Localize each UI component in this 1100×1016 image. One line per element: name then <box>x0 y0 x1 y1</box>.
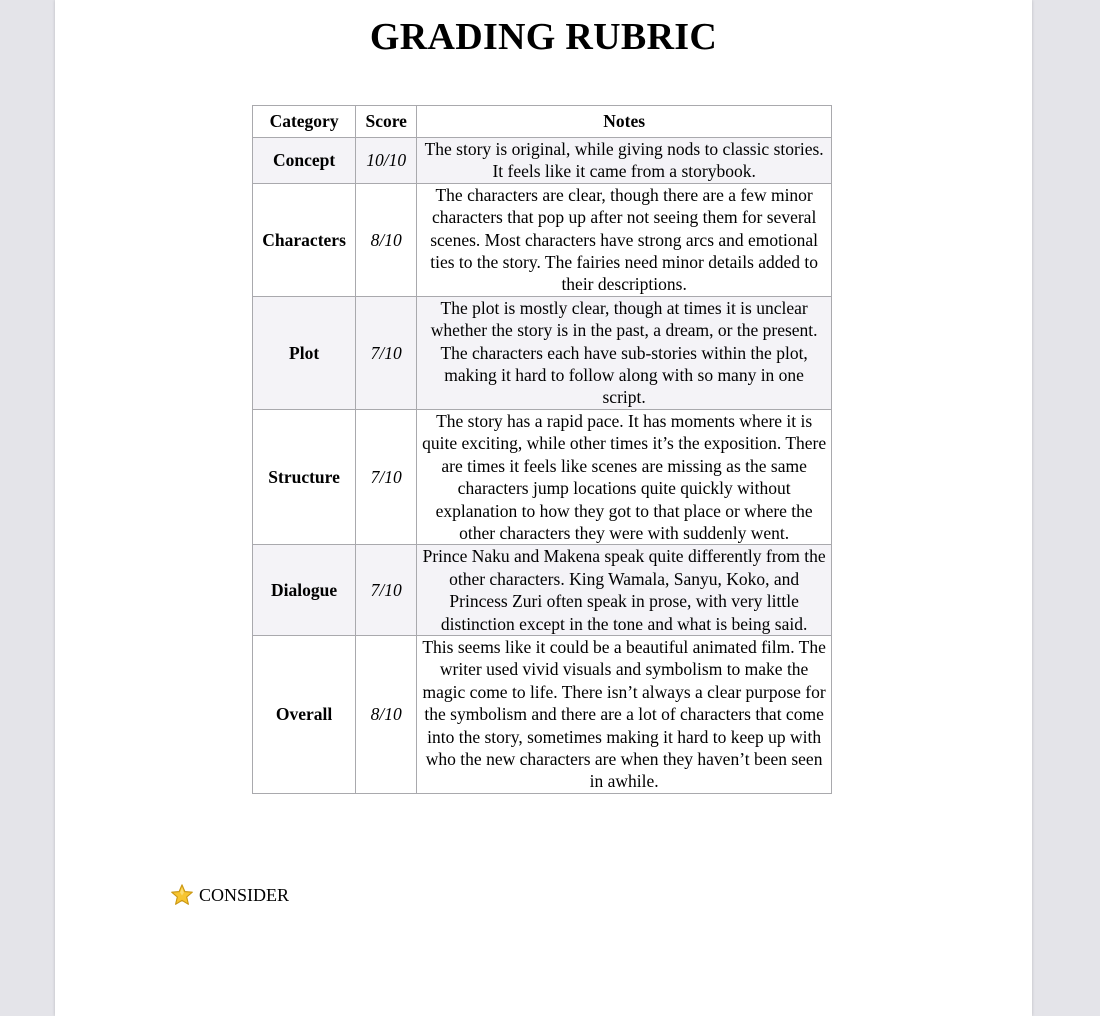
table-row-dialogue <box>253 545 832 636</box>
notes-cell: The characters are clear, though there are a few minor characters that pop up after not seeing them for several scenes. Most characters have strong arcs and emotional ties to the story. The fairies need minor details added to their descriptions. <box>417 183 832 296</box>
score-cell: 7/10 <box>356 545 417 636</box>
notes-cell: The plot is mostly clear, though at times it is unclear whether the story is in the past, a dream, or the present. The characters each have sub-stories within the plot, making it hard to follow along with so many in one script. <box>417 296 832 409</box>
header-category: Category <box>253 106 356 138</box>
grading-rubric-table <box>252 105 832 794</box>
category-cell: Overall <box>253 635 356 793</box>
consider-note <box>170 883 289 907</box>
header-score: Score <box>356 106 417 138</box>
category-cell: Characters <box>253 183 356 296</box>
score-cell: 8/10 <box>356 183 417 296</box>
table-header-row <box>253 106 832 138</box>
table-row-characters <box>253 183 832 296</box>
header-notes: Notes <box>417 106 832 138</box>
table-row-plot <box>253 296 832 409</box>
notes-cell: This seems like it could be a beautiful animated film. The writer used vivid visuals and symbolism to make the magic come to life. There isn’t always a clear purpose for the symbolism and there are a lot of characters that come into the story, sometimes making it hard to keep up with who the new characters are when they haven’t been seen in awhile. <box>417 635 832 793</box>
category-cell: Plot <box>253 296 356 409</box>
table-row-structure <box>253 409 832 544</box>
star-icon <box>170 883 194 907</box>
table-row-concept <box>253 138 832 184</box>
category-cell: Structure <box>253 409 356 544</box>
score-cell: 7/10 <box>356 409 417 544</box>
notes-cell: The story is original, while giving nods to classic stories. It feels like it came from a storybook. <box>417 138 832 184</box>
document-page <box>55 0 1032 1016</box>
score-cell: 7/10 <box>356 296 417 409</box>
table-row-overall <box>253 635 832 793</box>
category-cell: Dialogue <box>253 545 356 636</box>
consider-label: CONSIDER <box>199 885 290 905</box>
notes-cell: Prince Naku and Makena speak quite differently from the other characters. King Wamala, Sanyu, Koko, and Princess Zuri often speak in prose, with very little distinction except in the tone and what is being said. <box>417 545 832 636</box>
notes-cell: The story has a rapid pace. It has moments where it is quite exciting, while other times it’s the exposition. There are times it feels like scenes are missing as the same characters jump locations quite quickly without explanation to how they got to that place or where the other characters they were with suddenly went. <box>417 409 832 544</box>
score-cell: 10/10 <box>356 138 417 184</box>
page-title: GRADING RUBRIC <box>369 16 718 58</box>
score-cell: 8/10 <box>356 635 417 793</box>
category-cell: Concept <box>253 138 356 184</box>
